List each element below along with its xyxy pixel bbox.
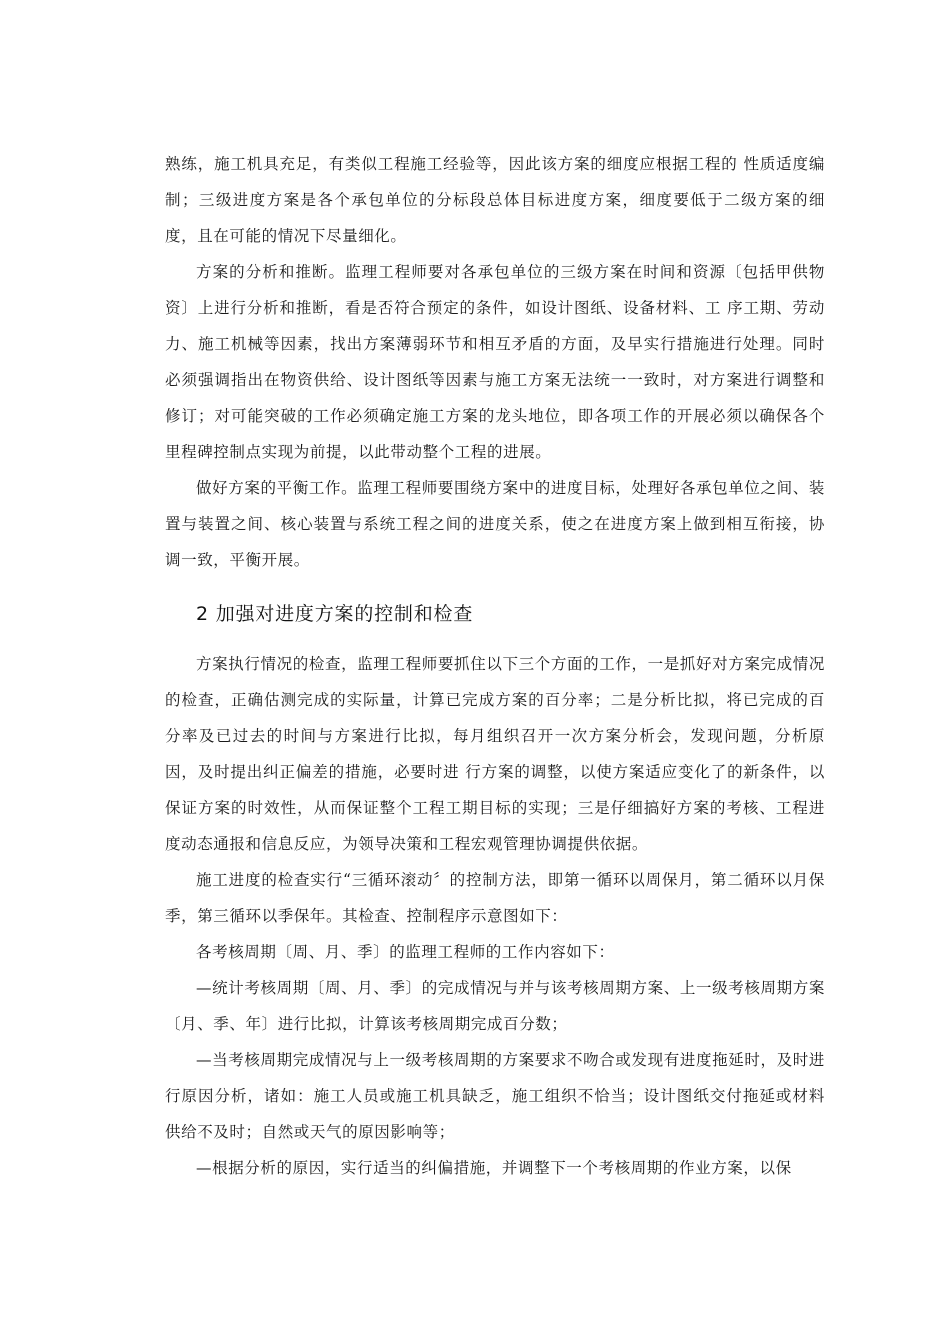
section-heading: 2 加强对进度方案的控制和检查 — [196, 603, 474, 625]
list-item-corrective-measures: —根据分析的原因，实行适当的纠偏措施，并调整下一个考核周期的作业方案，以保 — [196, 1159, 792, 1177]
document-body — [165, 146, 825, 1186]
list-item-statistics: —统计考核周期〔周、月、季〕的完成情况与并与该考核周期方案、上一级考核周期方案〔月、季、年〕进行比拟，计算该考核周期完成百分数； — [165, 979, 825, 1033]
paragraph-work-content-intro: 各考核周期〔周、月、季〕的监理工程师的工作内容如下： — [196, 943, 615, 961]
paragraph-three-cycle: 施工进度的检查实行“三循环滚动〞的控制方法，即第一循环以周保月，第二循环以月保季，第三循环以季保年。其检查、控制程序示意图如下： — [165, 871, 825, 925]
paragraph-plan-inspection: 方案执行情况的检查，监理工程师要抓住以下三个方面的工作，一是抓好对方案完成情况的检查，正确估测完成的实际量，计算已完成方案的百分率；二是分析比拟，将已完成的百分率及已过去的时间与方案进行比拟，每月组织召开一次方案分析会，发现问题，分析原因，及时提出纠正偏差的措施，必要时进 行方案的调整，以使方案适应变化了的新条件，以保证方案的时效性，从而保证整个工程工期目标的实现；三是仔细搞好方案的考核、工程进度动态通报和信息反应，为领导决策和工程宏观管理协调提供依据。 — [165, 655, 825, 853]
paragraph-plan-balance: 做好方案的平衡工作。监理工程师要围绕方案中的进度目标，处理好各承包单位之间、装置与装置之间、核心装置与系统工程之间的进度关系，使之在进度方案上做到相互衔接，协调一致，平衡开展。 — [165, 479, 825, 569]
paragraph-plan-analysis: 方案的分析和推断。监理工程师要对各承包单位的三级方案在时间和资源〔包括甲供物资〕上进行分析和推断，看是否符合预定的条件，如设计图纸、设备材料、工 序工期、劳动力、施工机械等因素，找出方案薄弱环节和相互矛盾的方面，及早实行措施进行处理。同时必须强调指出在物资供给、设计图纸等因素与施工方案无法统一一致时，对方案进行调整和修订；对可能突破的工作必须确定施工方案的龙头地位，即各项工作的开展必须以确保各个里程碑控制点实现为前提，以此带动整个工程的进展。 — [165, 263, 825, 461]
paragraph-continued: 熟练，施工机具充足，有类似工程施工经验等，因此该方案的细度应根据工程的 性质适度编制；三级进度方案是各个承包单位的分标段总体目标进度方案，细度要低于二级方案的细度，且在可能的情况下尽量细化。 — [165, 155, 825, 245]
list-item-cause-analysis: —当考核周期完成情况与上一级考核周期的方案要求不吻合或发现有进度拖延时，及时进行原因分析，诸如：施工人员或施工机具缺乏，施工组织不恰当；设计图纸交付拖延或材料供给不及时；自然或天气的原因影响等； — [165, 1051, 825, 1141]
